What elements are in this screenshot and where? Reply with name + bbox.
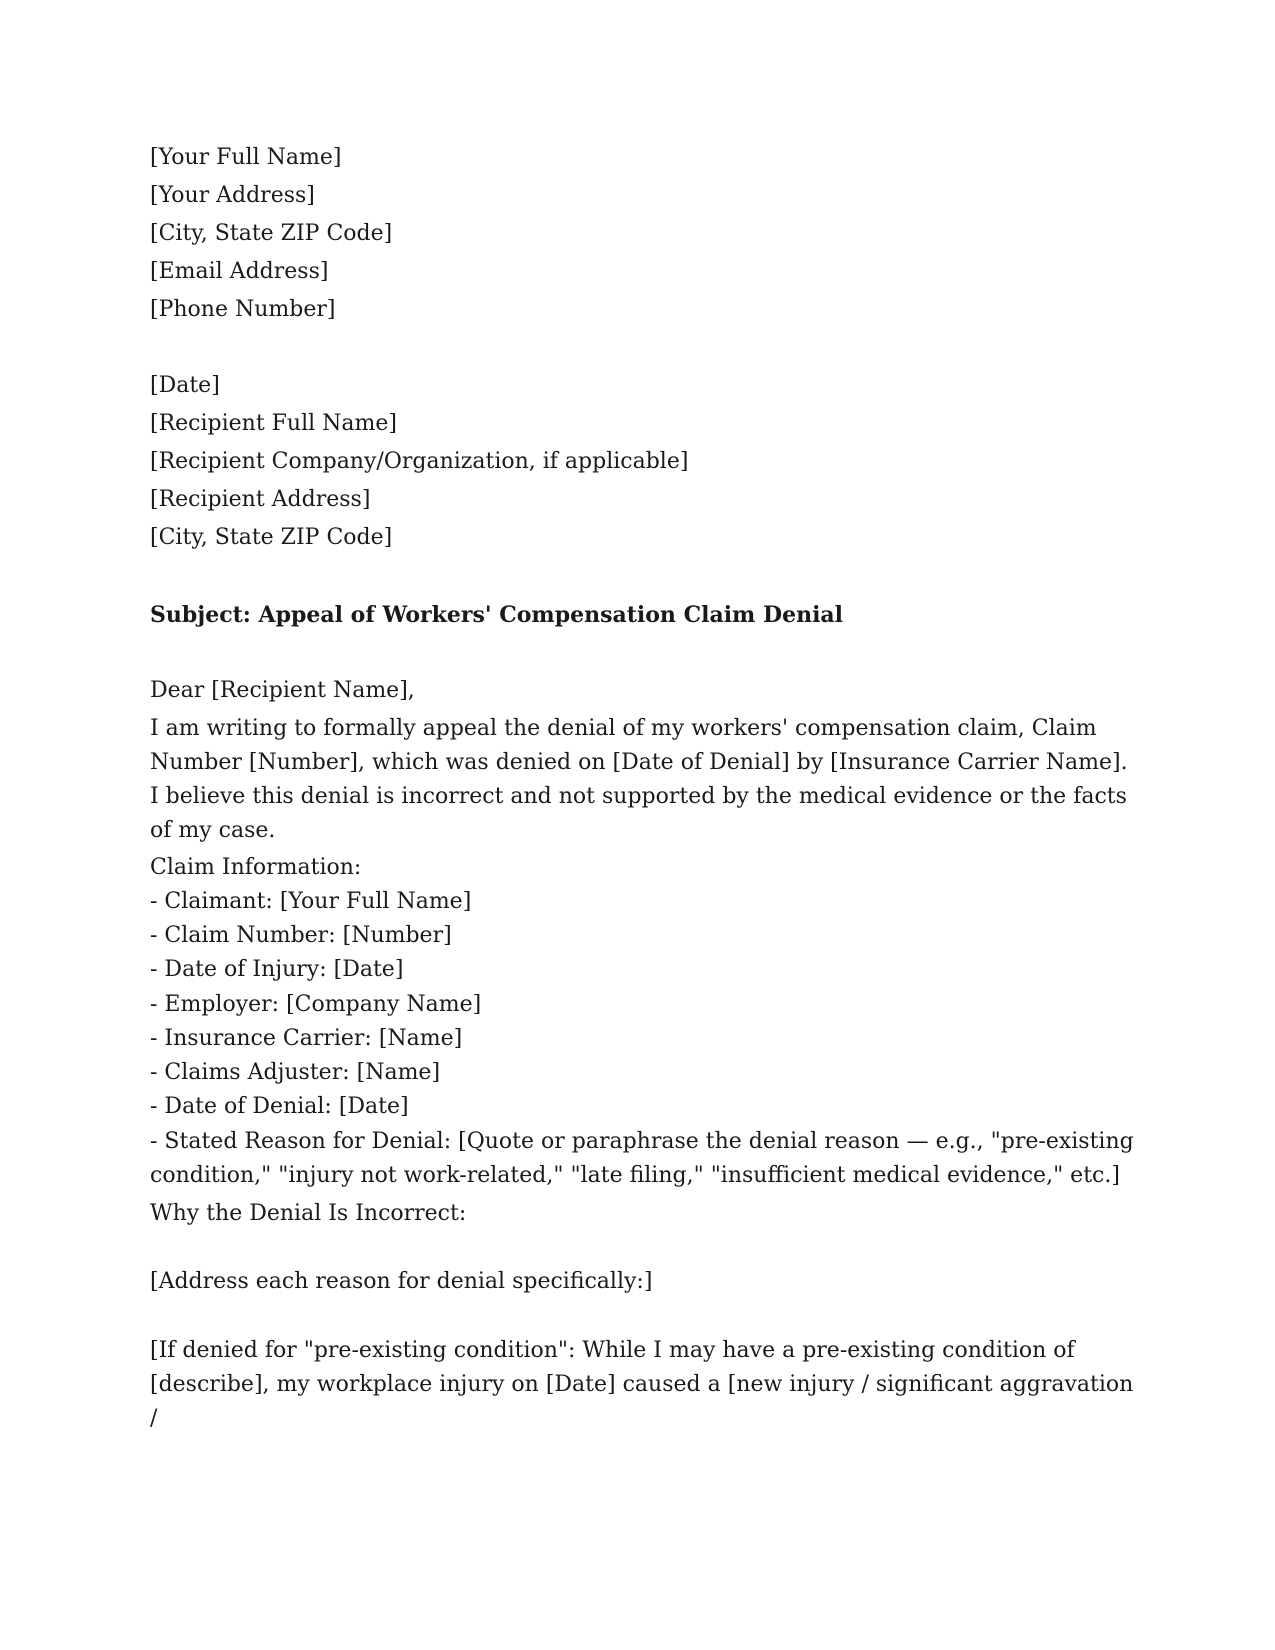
- recipient-address: [Recipient Address]: [150, 487, 371, 512]
- letter-date: [Date]: [150, 373, 220, 398]
- sender-address: [Your Address]: [150, 183, 315, 208]
- claim-info-item: - Claimant: [Your Full Name]: [150, 889, 472, 914]
- claim-info-item: - Date of Injury: [Date]: [150, 957, 404, 982]
- claim-info-item: - Claims Adjuster: [Name]: [150, 1060, 441, 1085]
- address-each-reason: [Address each reason for denial specifically:]: [150, 1269, 653, 1294]
- recipient-company: [Recipient Company/Organization, if applicable]: [150, 449, 689, 474]
- sender-email: [Email Address]: [150, 259, 329, 284]
- why-incorrect-heading: Why the Denial Is Incorrect:: [150, 1201, 467, 1226]
- claim-info-heading: Claim Information:: [150, 855, 362, 880]
- sender-phone: [Phone Number]: [150, 297, 336, 322]
- claim-info-item-reason: - Stated Reason for Denial: [Quote or paraphrase the denial reason — e.g., "pre-existing condition," "injury not work-related," "late filing," "insufficient medical evidence," etc.]: [150, 1129, 1134, 1188]
- sender-name: [Your Full Name]: [150, 145, 342, 170]
- claim-info-item: - Date of Denial: [Date]: [150, 1094, 409, 1119]
- pre-existing-paragraph: [If denied for "pre-existing condition": While I may have a pre-existing condition of [describe], my workplace injury on [Date] caused a [new injury / significant aggravation /: [150, 1338, 1134, 1431]
- claim-info-item: - Employer: [Company Name]: [150, 992, 482, 1017]
- body-paragraph-1: I am writing to formally appeal the denial of my workers' compensation claim, Claim Number [Number], which was denied on [Date of Denial] by [Insurance Carrier Name]. I believe this denial is incorrect and not supported by the medical evidence or the facts of my case.: [150, 716, 1128, 843]
- recipient-name: [Recipient Full Name]: [150, 411, 397, 436]
- recipient-city-state-zip: [City, State ZIP Code]: [150, 525, 393, 550]
- subject-line: Subject: Appeal of Workers' Compensation Claim Denial: [150, 602, 844, 628]
- claim-info-item: - Insurance Carrier: [Name]: [150, 1026, 463, 1051]
- sender-city-state-zip: [City, State ZIP Code]: [150, 221, 393, 246]
- salutation: Dear [Recipient Name],: [150, 678, 415, 703]
- claim-info-item: - Claim Number: [Number]: [150, 923, 452, 948]
